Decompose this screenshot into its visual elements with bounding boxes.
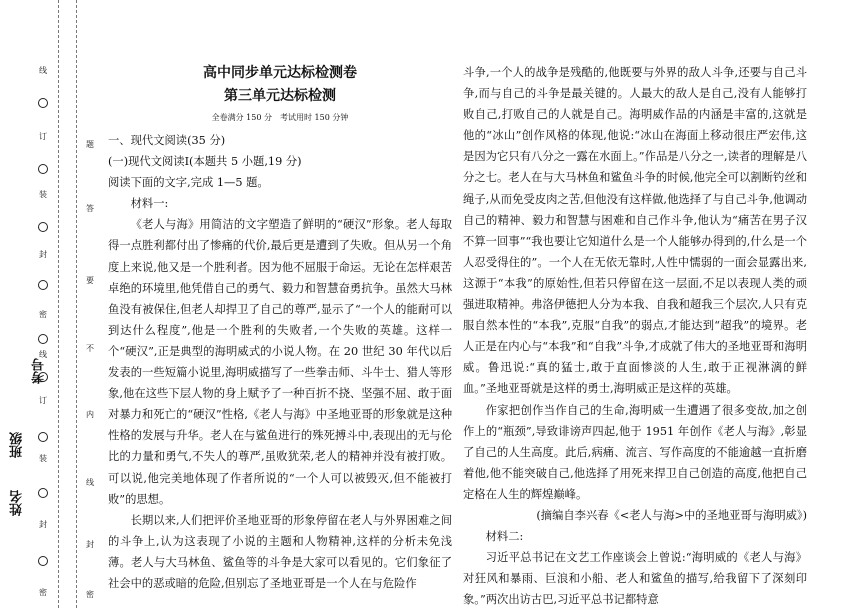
unit-title: 第三单元达标检测 [224, 88, 336, 104]
class-label: 班级 [10, 432, 25, 458]
id-field[interactable] [30, 358, 50, 384]
binding-mark: 密 [86, 590, 94, 599]
binding-mark: 订 [39, 396, 47, 405]
binding-circle-icon [38, 432, 48, 442]
binding-circle-icon [38, 334, 48, 344]
material-label: 材料一: [130, 197, 169, 211]
binding-margin [0, 0, 100, 608]
binding-dashed-line [58, 0, 59, 608]
right-column [463, 62, 807, 608]
source-citation: (摘编自李兴春《<老人与海>中的圣地亚哥与海明威》) [536, 508, 807, 522]
binding-mark: 题 [86, 140, 94, 149]
binding-mark: 密 [39, 588, 47, 597]
binding-circle-icon [38, 280, 48, 290]
binding-mark: 要 [86, 276, 94, 285]
binding-circle-icon [38, 164, 48, 174]
exam-title: 高中同步单元达标检测卷 [203, 65, 357, 81]
instruction: 阅读下面的文字,完成 1—5 题。 [108, 176, 269, 190]
binding-mark: 线 [86, 478, 94, 487]
binding-mark: 不 [86, 344, 94, 353]
binding-mark: 内 [86, 410, 94, 419]
paragraph: 《老人与海》用简洁的文字塑造了鲜明的“硬汉”形象。老人每取得一点胜利都付出了惨痛的代价,最后更是遭到了失败。但从另一个角度上来说,他又是一个胜利者。因为他不屈服于命运。无论在怎样艰苦卓绝的环境里,他凭借自己的勇气、毅力和智慧奋勇抗争。虽然大马林鱼没有被保住,但老人却捍卫了自己的尊严,显示了“一个人的能耐可以到达什么程度”,他是一个胜利的失败者,一个失败的英雄。这样一个“硬汉”,正是典型的海明威式的小说人物。在 20 世纪 30 年代以后发表的一些短篇小说里,海明威描写了一些拳击师、斗牛士、猎人等形象,他在这些下层人物的身上赋予了一种百折不挠、坚强不屈、敢于面对暴力和死亡的“硬汉”性格,《老人与海》中圣地亚哥的形象就是这种性格的发展与升华。老人在与鲨鱼进行的殊死搏斗中,表现出的无与伦比的力量和勇气,不失人的尊严,虽败犹荣,老人的精神并没有被打败。可以说,他完美地体现了作者所说的“一个人可以被毁灭,但不能被打败”的思想。 [108, 218, 452, 506]
paragraph: 习近平总书记在文艺工作座谈会上曾说:“海明威的《老人与海》对狂风和暴雨、巨浪和小船、老人和鲨鱼的描写,给我留下了深刻印象。”两次出访古巴,习近平总书记都特意 [463, 551, 807, 607]
binding-circle-icon [38, 556, 48, 566]
binding-mark: 答 [86, 204, 94, 213]
id-label: 考号 [32, 358, 47, 384]
binding-mark: 密 [39, 310, 47, 319]
subsection-heading: (一)现代文阅读Ⅰ(本题共 5 小题,19 分) [108, 155, 302, 169]
binding-dashed-line [76, 0, 77, 608]
binding-mark: 线 [39, 350, 47, 359]
binding-mark: 线 [39, 66, 47, 75]
name-field[interactable] [8, 490, 28, 516]
binding-circle-icon [38, 488, 48, 498]
binding-mark: 装 [39, 454, 47, 463]
binding-mark: 装 [39, 190, 47, 199]
binding-mark: 订 [39, 132, 47, 141]
binding-circle-icon [38, 98, 48, 108]
name-label: 姓名 [10, 490, 25, 516]
section-heading: 一、现代文阅读(35 分) [108, 134, 226, 147]
binding-mark: 封 [39, 520, 47, 529]
paragraph: 斗争,一个人的战争是残酷的,他既要与外界的敌人斗争,还要与自己斗争,而与自己的斗争是最关键的。人最大的敌人是自己,没有人能够打败自己,打败自己的人就是自己。海明威作品的内涵是丰富的,这就是他的“冰山”创作风格的体现,他说:“冰山在海面上移动很庄严宏伟,这是因为它只有八分之一露在水面上。”作品是八分之一,读者的理解是八分之七。老人在与大马林鱼和鲨鱼斗争的时候,他完全可以割断钓丝和绳子,从而免受皮肉之苦,但他没有这样做,他选择了与自己斗争,他调动自己的精神、毅力和智慧与困难和自己作斗争,他认为“痛苦在男子汉不算一回事”“我也要让它知道什么是一个人能够办得到的,什么是一个人忍受得住的”。一个人在无依无靠时,人性中懦弱的一面会显露出来,这源于“本我”的原始性,但若只停留在这一层面,不足以表现人类的顽强进取精神。弗洛伊德把人分为本我、自我和超我三个层次,人只有克服自然本性的“本我”,克服“自我”的弱点,才能达到“超我”的境界。老人正是在内心与“本我”和“自我”斗争,才成就了伟大的圣地亚哥和海明威。鲁迅说:“真的猛士,敢于直面惨淡的人生,敢于正视淋漓的鲜血。”圣地亚哥就是这样的勇士,海明威正是这样的英雄。 [463, 66, 807, 396]
left-column [108, 62, 452, 594]
paragraph: 作家把创作当作自己的生命,海明威一生遭遇了很多变故,加之创作上的“瓶颈”,导致诽谤声四起,他于 1951 年创作《老人与海》,彰显了自己的人生高度。此后,病痛、流言、写作高度的不能逾越一直折磨着他,他不能突破自己,他选择了用死来捍卫自己创造的高度,他把自己定格在人生的辉煌巅峰。 [463, 403, 807, 501]
score-info: 全卷满分 150 分 考试用时 150 分钟 [211, 113, 349, 122]
paragraph: 长期以来,人们把评价圣地亚哥的形象停留在老人与外界困难之间的斗争上,认为这表现了小说的主题和人物精神,这样的分析未免浅薄。老人与大马林鱼、鲨鱼等的斗争是大家可以看见的。它们象征了社会中的恶或暗的危险,但别忘了圣地亚哥是一个人在与危险作 [108, 513, 452, 590]
binding-mark: 封 [86, 540, 94, 549]
binding-circle-icon [38, 222, 48, 232]
material-label: 材料二: [485, 530, 524, 544]
binding-mark: 封 [39, 250, 47, 259]
class-field[interactable] [8, 432, 28, 458]
